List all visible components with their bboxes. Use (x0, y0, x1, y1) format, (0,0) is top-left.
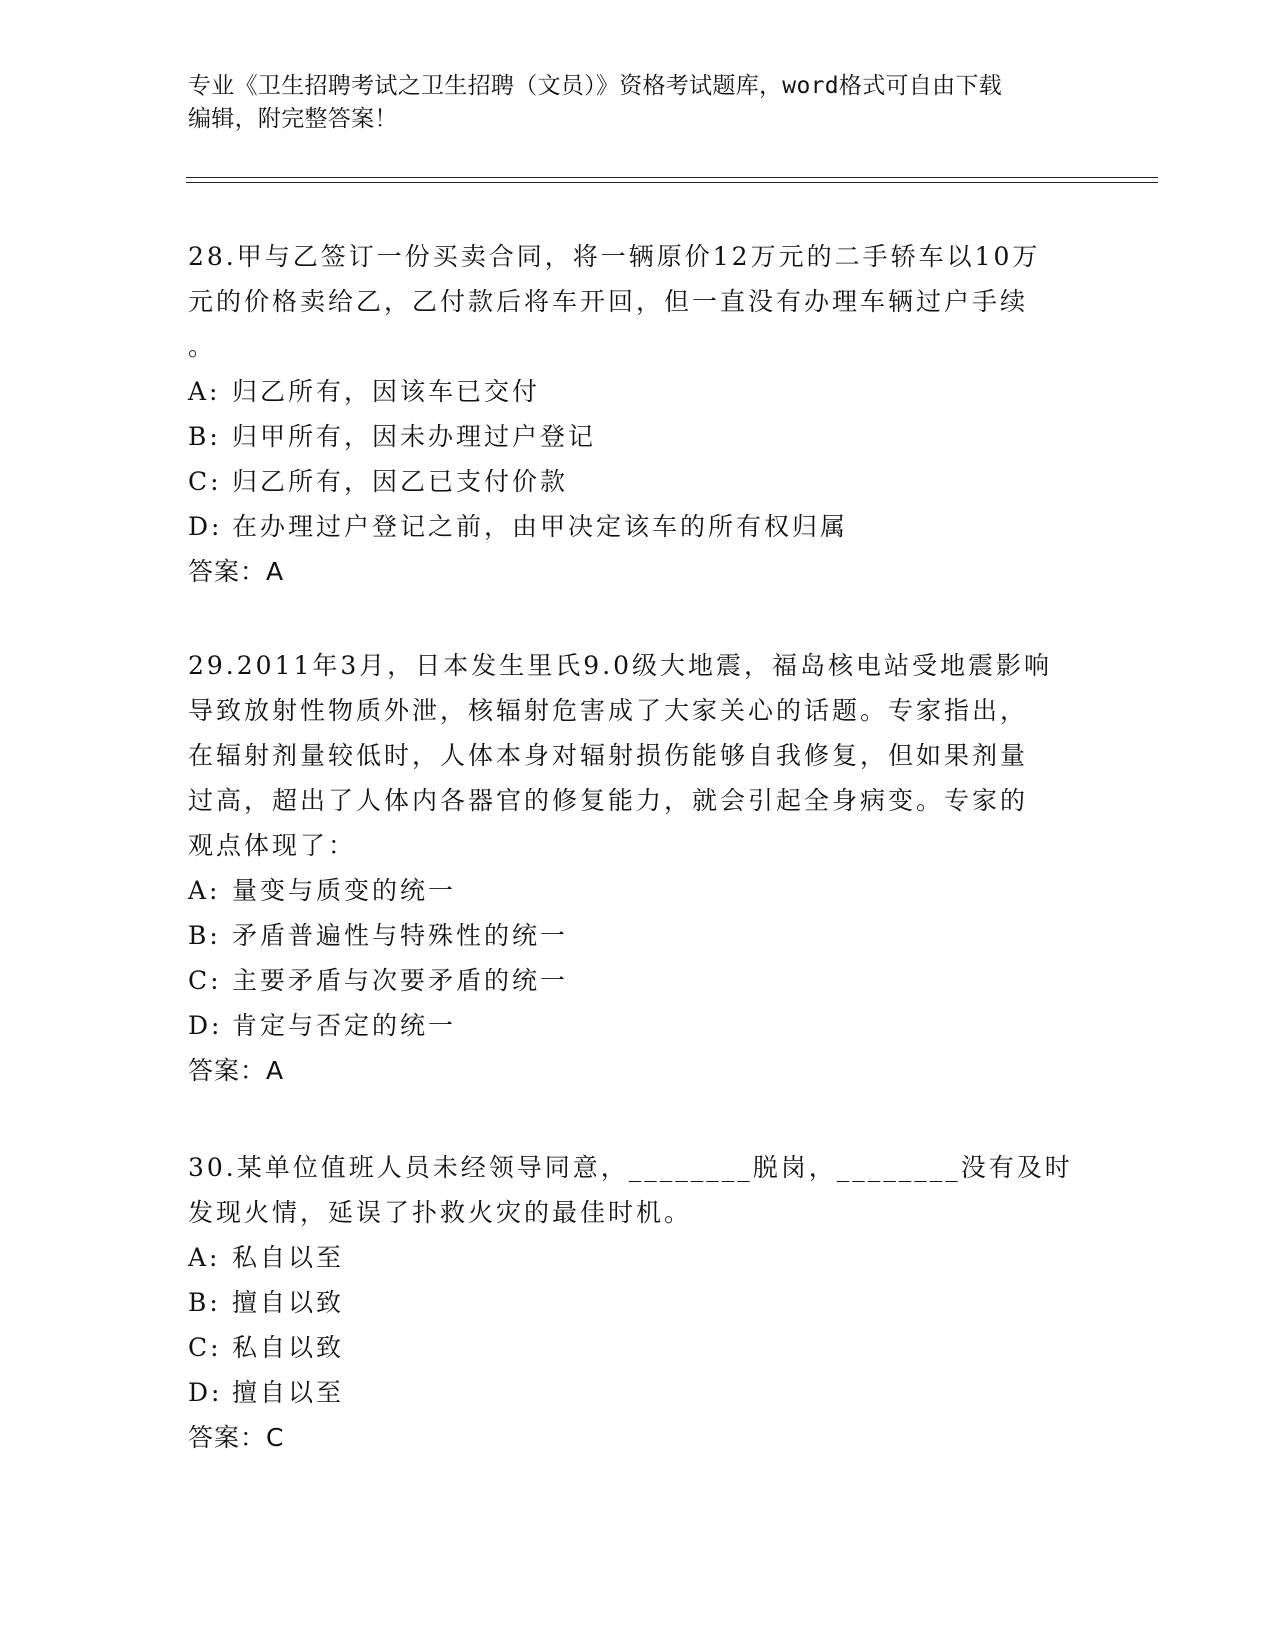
option-text: 归甲所有，因未办理过户登记 (232, 422, 597, 451)
answer-line: 答案：A (188, 1056, 285, 1085)
question-stem-line: 在辐射剂量较低时，人体本身对辐射损伤能够自我修复，但如果剂量 (188, 741, 1029, 770)
header-line-1: 专业《卫生招聘考试之卫生招聘（文员）》资格考试题库，word格式可自由下载 (188, 73, 1002, 99)
document-header (188, 70, 1088, 136)
option-d (188, 1003, 1088, 1048)
header-divider-top (186, 177, 1158, 178)
answer-line: 答案：C (188, 1423, 285, 1452)
option-key: C: (188, 966, 222, 995)
option-key: A: (188, 1243, 221, 1272)
option-c (188, 459, 1088, 504)
question-stem-line: 元的价格卖给乙，乙付款后将车开回，但一直没有办理车辆过户手续 (188, 287, 1029, 316)
question-29 (188, 643, 1088, 1093)
option-b (188, 1280, 1088, 1325)
option-b (188, 913, 1088, 958)
option-text: 归乙所有，因乙已支付价款 (232, 467, 569, 496)
question-28 (188, 234, 1088, 594)
option-key: A: (188, 377, 221, 406)
option-d (188, 504, 1088, 549)
option-text: 肯定与否定的统一 (232, 1011, 457, 1040)
option-key: B: (188, 921, 221, 950)
option-c (188, 1325, 1088, 1370)
option-text: 私自以致 (232, 1333, 345, 1362)
question-stem-line: 30.某单位值班人员未经领导同意，________脱岗，________没有及时 (188, 1153, 1073, 1182)
option-text: 擅自以至 (232, 1378, 345, 1407)
header-divider-bottom (186, 182, 1158, 183)
option-c (188, 958, 1088, 1003)
option-d (188, 1370, 1088, 1415)
option-b (188, 414, 1088, 459)
option-text: 在办理过户登记之前，由甲决定该车的所有权归属 (232, 512, 849, 541)
option-text: 擅自以致 (232, 1288, 345, 1317)
option-key: B: (188, 1288, 221, 1317)
option-text: 矛盾普遍性与特殊性的统一 (232, 921, 569, 950)
question-stem-line: 。 (188, 332, 217, 361)
question-stem-line: 观点体现了： (188, 831, 357, 860)
question-30 (188, 1145, 1088, 1460)
option-text: 私自以至 (232, 1243, 345, 1272)
question-stem-line: 28.甲与乙签订一份买卖合同，将一辆原价12万元的二手轿车以10万 (188, 242, 1041, 271)
option-text: 主要矛盾与次要矛盾的统一 (232, 966, 569, 995)
header-line-2: 编辑，附完整答案！ (188, 106, 398, 132)
option-a (188, 369, 1088, 414)
question-stem-line: 发现火情，延误了扑救火灾的最佳时机。 (188, 1198, 693, 1227)
option-key: C: (188, 467, 222, 496)
question-stem-line: 过高，超出了人体内各器官的修复能力，就会引起全身病变。专家的 (188, 786, 1029, 815)
question-stem-line: 29.2011年3月，日本发生里氏9.0级大地震，福岛核电站受地震影响 (188, 651, 1053, 680)
option-key: D: (188, 1378, 223, 1407)
option-text: 量变与质变的统一 (232, 876, 457, 905)
question-stem-line: 导致放射性物质外泄，核辐射危害成了大家关心的话题。专家指出， (188, 696, 1029, 725)
option-key: C: (188, 1333, 222, 1362)
option-key: B: (188, 422, 221, 451)
option-a (188, 868, 1088, 913)
option-key: A: (188, 876, 221, 905)
answer-line: 答案：A (188, 557, 285, 586)
option-key: D: (188, 512, 223, 541)
option-a (188, 1235, 1088, 1280)
option-key: D: (188, 1011, 223, 1040)
option-text: 归乙所有，因该车已交付 (232, 377, 541, 406)
